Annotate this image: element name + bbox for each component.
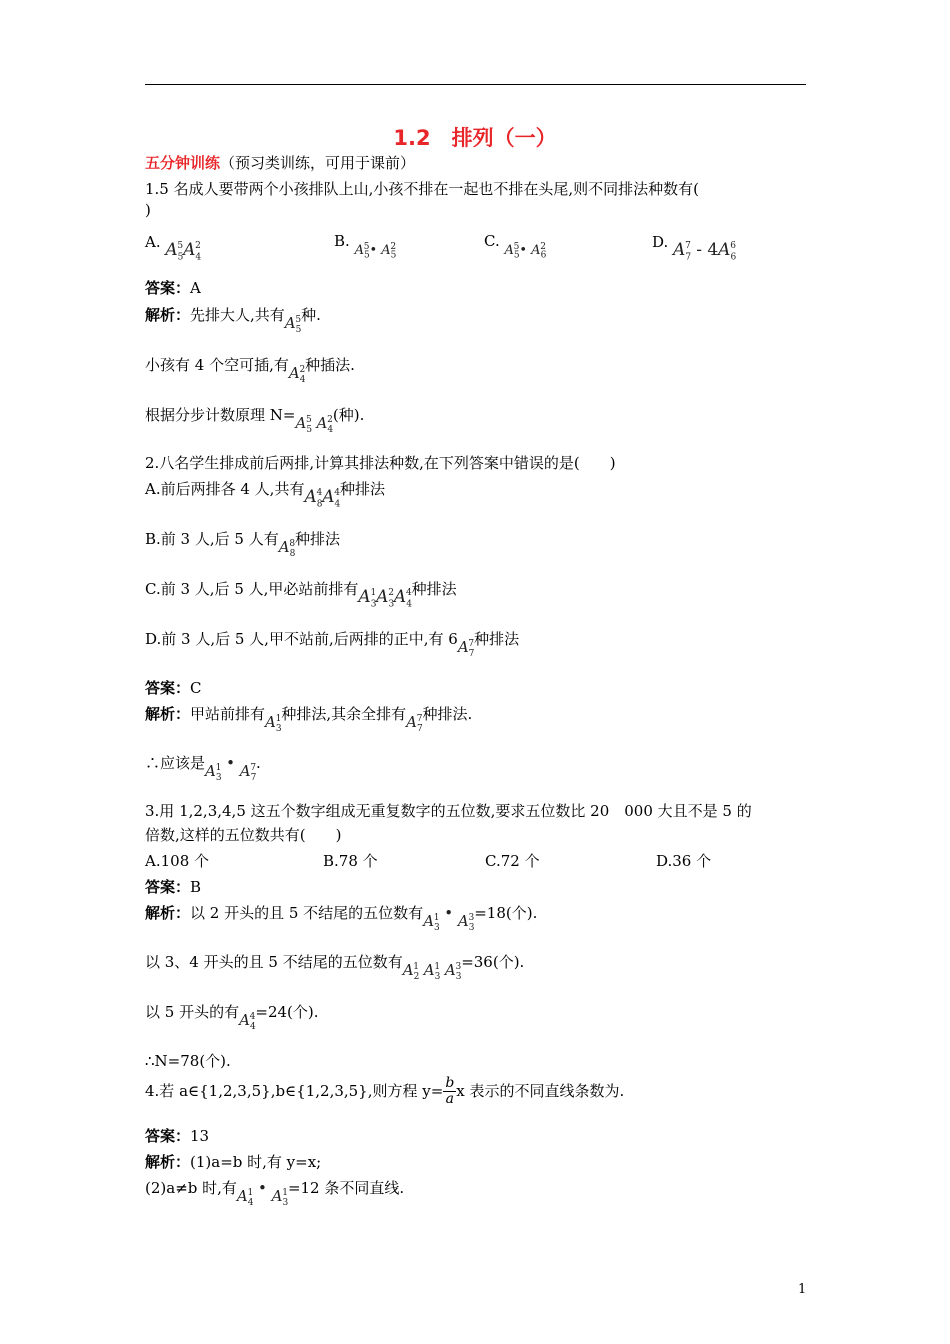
q2-option-c-pre: C.前 3 人,后 5 人,甲必站前排有	[145, 580, 359, 598]
q1-option-d-label: D.	[652, 233, 669, 251]
q1-option-c-formula: $A_5^5•$ $A_6^2$	[504, 241, 547, 261]
q3-analysis-2-formula: $A_2^1$ $A_3^1$ $A_3^3$	[402, 961, 462, 982]
q1-answer-label: 答案：	[145, 279, 191, 297]
q2-analysis-1-formula-b: $A_7^7$	[406, 713, 423, 734]
q2-analysis-label: 解析：	[145, 705, 191, 723]
q2-option-a-formula: $A_8^4A_4^4$	[304, 487, 341, 510]
q4-analysis-2-post: =12 条不同直线.	[287, 1179, 405, 1197]
q1-option-d-mid: - 4	[690, 240, 719, 260]
q3-analysis-2-post: =36(个).	[461, 953, 525, 971]
q1-analysis-3-pre: 根据分步计数原理 N=	[145, 406, 296, 424]
q3-analysis-2-pre: 以 3、4 开头的且 5 不结尾的五位数有	[145, 953, 403, 971]
page-title: 1.2 排列（一）	[393, 126, 557, 150]
q1-analysis-2-formula: $A_4^2$	[288, 364, 306, 385]
q1-option-b	[334, 232, 397, 261]
q2-analysis-2	[145, 752, 261, 783]
q4-stem	[145, 1076, 624, 1108]
q1-option-c	[484, 232, 547, 261]
q3-analysis-1-post: =18(个).	[474, 904, 538, 922]
q2-option-a	[145, 478, 385, 510]
q3-analysis-label: 解析：	[145, 904, 191, 922]
q3-answer-value: B	[190, 878, 202, 896]
q1-option-d-formula: $A_7^7 - 4A_6^6$	[673, 240, 737, 263]
q2-option-c-post: 种排法	[411, 580, 457, 598]
q1-analysis-1	[145, 304, 321, 335]
q3-option-c: C.72 个	[485, 852, 540, 870]
q4-analysis-2	[145, 1177, 405, 1208]
q3-analysis-1-formula: $A_3^1$ • $A_3^3$	[423, 904, 475, 933]
q3-analysis-1-pre: 以 2 开头的且 5 不结尾的五位数有	[190, 904, 424, 922]
q1-option-a	[145, 232, 202, 263]
q1-option-b-formula: $A_5^5•$ $A_5^2$	[354, 241, 397, 261]
q4-analysis-1	[145, 1151, 321, 1172]
q2-option-a-pre: A.前后两排各 4 人,共有	[145, 480, 305, 498]
q4-stem-post: x 表示的不同直线条数为.	[456, 1081, 625, 1100]
q4-answer-label: 答案：	[145, 1127, 191, 1145]
q3-analysis-3-post: =24(个).	[255, 1003, 319, 1021]
q1-option-d	[652, 232, 737, 263]
q2-option-b	[145, 528, 341, 559]
header-rule	[145, 84, 806, 85]
q2-option-b-post: 种排法	[295, 530, 341, 548]
q2-option-d-pre: D.前 3 人,后 5 人,甲不站前,后两排的正中,有 6	[145, 630, 458, 648]
q2-option-a-post: 种排法	[339, 480, 385, 498]
q3-analysis-3	[145, 1001, 319, 1032]
q2-analysis-1-pre: 甲站前排有	[190, 705, 266, 723]
q2-answer-value: C	[190, 679, 202, 697]
q4-answer-value: 13	[190, 1127, 210, 1145]
q2-analysis-1	[145, 703, 473, 734]
q4-stem-pre: 4.若 a∈{1,2,3,5},b∈{1,2,3,5},则方程 y=	[145, 1081, 444, 1100]
q3-stem-line1: 3.用 1,2,3,4,5 这五个数字组成无重复数字的五位数,要求五位数比 20 000 大且不是 5 的	[145, 802, 752, 820]
q2-analysis-1-formula-a: $A_3^1$	[265, 713, 282, 734]
section-label: 五分钟训练	[145, 154, 221, 172]
q2-option-d	[145, 628, 520, 659]
q1-analysis-2-pre: 小孩有 4 个空可插,有	[145, 356, 289, 374]
q3-option-d: D.36 个	[656, 852, 712, 870]
q1-analysis-label: 解析：	[145, 306, 191, 324]
q3-option-b: B.78 个	[323, 852, 378, 870]
q2-option-b-pre: B.前 3 人,后 5 人有	[145, 530, 279, 548]
q2-analysis-2-post: .	[256, 754, 261, 772]
q3-option-a: A.108 个	[145, 852, 209, 870]
q2-option-d-formula: $A_7^7$	[457, 638, 475, 659]
q4-analysis-1-text: (1)a=b 时,有 y=x;	[190, 1153, 322, 1171]
q3-answer-label: 答案：	[145, 878, 191, 896]
q4-fraction	[443, 1076, 456, 1108]
q1-analysis-2-post: 种插法.	[305, 356, 355, 374]
q4-fraction-numerator: b	[445, 1075, 455, 1091]
q1-analysis-2	[145, 354, 355, 385]
q2-answer	[145, 677, 202, 698]
q1-option-b-label: B.	[334, 232, 350, 250]
q1-analysis-1-post: 种.	[301, 306, 321, 324]
q2-stem: 2.八名学生排成前后两排,计算其排法种数,在下列答案中错误的是( )	[145, 454, 616, 472]
q1-answer	[145, 277, 201, 298]
q1-stem-line2: )	[145, 201, 151, 219]
section-note: （预习类训练，可用于课前）	[220, 154, 416, 172]
q2-answer-label: 答案：	[145, 679, 191, 697]
q1-analysis-3-formula: $A_5^5$ $A_4^2$	[295, 414, 334, 435]
section-heading	[145, 152, 415, 173]
q2-option-d-post: 种排法	[474, 630, 520, 648]
q1-answer-value: A	[190, 279, 201, 297]
q2-analysis-2-formula: $A_3^1$ • $A_7^7$	[205, 754, 257, 783]
q1-option-a-label: A.	[145, 233, 161, 251]
q3-stem-line2: 倍数,这样的五位数共有( )	[145, 826, 342, 844]
q2-analysis-1-post: 种排法.	[422, 705, 473, 723]
q2-option-c-formula: $A_3^1A_3^2A_4^4$	[358, 587, 412, 610]
q2-option-c	[145, 578, 457, 610]
page-number: 1	[798, 1282, 807, 1297]
q1-option-a-formula: $A_5^5A_4^2$	[165, 240, 202, 263]
q1-option-c-label: C.	[484, 232, 500, 250]
q4-answer	[145, 1125, 209, 1146]
q4-analysis-2-pre: (2)a≠b 时,有	[145, 1179, 237, 1197]
q4-analysis-label: 解析：	[145, 1153, 191, 1171]
q1-analysis-3-post: (种).	[332, 406, 365, 424]
q1-analysis-1-formula: $A_5^5$	[284, 314, 302, 335]
q3-analysis-2	[145, 951, 525, 982]
q1-analysis-3	[145, 404, 365, 435]
q4-fraction-denominator: a	[445, 1091, 454, 1108]
q2-analysis-1-mid: 种排法,其余全排有	[281, 705, 407, 723]
q1-stem-line1: 1.5 名成人要带两个小孩排队上山,小孩不排在一起也不排在头尾,则不同排法种数有(	[145, 180, 700, 198]
q1-analysis-1-pre: 先排大人,共有	[190, 306, 285, 324]
q4-analysis-2-formula: $A_4^1$ • $A_3^1$	[236, 1179, 289, 1208]
q3-analysis-3-formula: $A_4^4$	[239, 1011, 256, 1032]
q2-analysis-2-pre: ∴应该是	[145, 754, 206, 772]
q3-analysis-3-pre: 以 5 开头的有	[145, 1003, 240, 1021]
q3-analysis-1	[145, 902, 538, 933]
q3-analysis-4: ∴N=78(个).	[145, 1052, 231, 1070]
q2-option-b-formula: $A_8^8$	[278, 538, 296, 559]
q3-answer	[145, 876, 201, 897]
